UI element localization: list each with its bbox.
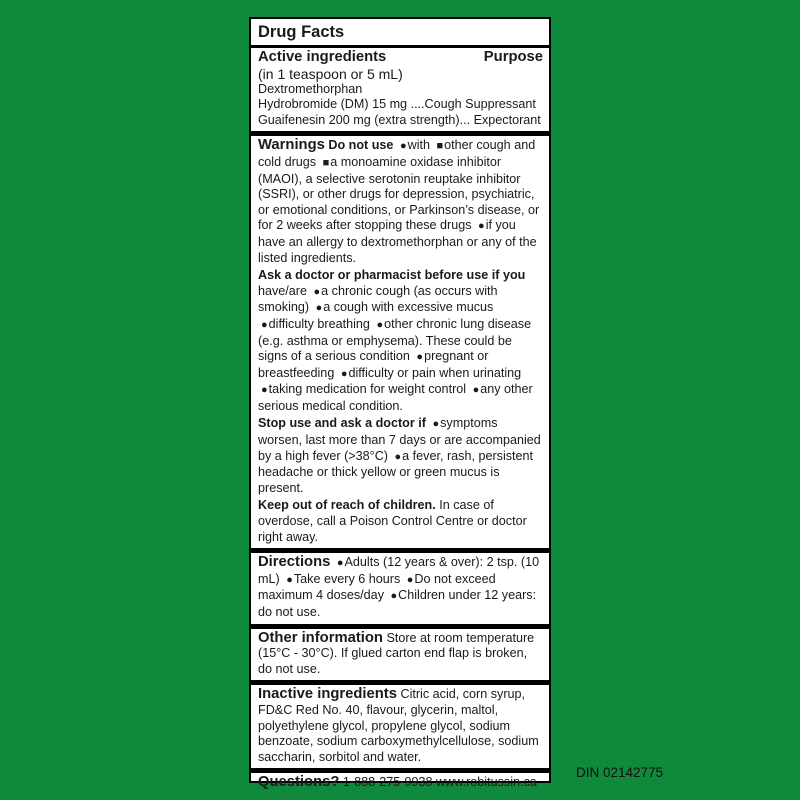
stop-item: symptoms worsen, last more than 7 days or are accompanied by a high fever (>38°C)	[258, 416, 541, 463]
ask-item: any other serious medical condition.	[258, 382, 533, 413]
warning-item: other cough and cold drugs	[258, 138, 536, 169]
bullet-icon: ●	[376, 318, 384, 331]
ask-item: pregnant or breastfeeding	[258, 349, 489, 380]
active-line-3: Guaifenesin 200 mg (extra strength)... Expectorant	[258, 112, 541, 127]
warning-item: a monoamine oxidase inhibitor (MAOI), a selective serotonin reuptake inhibitor (SSRI), or other drugs for depression, psychiatric, or emotional conditions, or Parkinson’s disease, or for 2 weeks after stopping these drugs	[258, 154, 540, 233]
warning-item: if you have an allergy to dextromethorphan or any of the listed ingredients.	[258, 218, 537, 265]
bullet-icon: ●	[286, 573, 293, 586]
square-bullet-icon: ■	[322, 156, 330, 169]
bullet-icon: ●	[394, 450, 402, 463]
bullet-icon: ●	[315, 302, 323, 315]
din-number: DIN 02142775	[576, 765, 664, 780]
bullet-icon: ●	[390, 590, 398, 603]
questions-section	[251, 773, 549, 794]
keep-out-heading: Keep out of reach of children.	[258, 498, 436, 513]
active-line-1: Dextromethorphan	[258, 81, 363, 96]
active-line-2: Hydrobromide (DM) 15 mg ....Cough Suppressant	[258, 97, 536, 112]
bullet-icon: ●	[406, 573, 414, 586]
warnings-section	[251, 136, 549, 553]
other-information-text: Store at room temperature (15°C - 30°C). If glued carton end flap is broken, do not use.	[258, 630, 535, 676]
bullet-icon: ●	[478, 220, 485, 233]
inactive-ingredients-section	[251, 685, 549, 773]
direction-item: Do not exceed maximum 4 doses/day	[258, 571, 496, 603]
inactive-ingredients-heading: Inactive ingredients	[258, 686, 397, 703]
bullet-icon: ●	[432, 418, 440, 431]
drug-facts-title: Drug Facts	[251, 19, 549, 48]
bullet-icon: ●	[336, 557, 344, 570]
bullet-icon: ●	[416, 351, 424, 364]
stop-use-heading: Stop use and ask a doctor if	[258, 416, 426, 431]
do-not-use-heading: Do not use	[328, 138, 394, 153]
keep-out-text: In case of overdose, call a Poison Control Centre or doctor right away.	[258, 498, 527, 544]
stop-use-paragraph	[258, 416, 543, 496]
questions-text: 1-888-275-9938 www.robitussin.ca	[342, 775, 537, 790]
ask-item: a chronic cough (as occurs with smoking)	[258, 283, 498, 315]
stop-item: a fever, rash, persistent headache or thick yellow or green mucus is present.	[258, 448, 534, 495]
direction-item: Adults (12 years & over): 2 tsp. (10 mL)	[258, 555, 540, 586]
ask-doctor-paragraph	[258, 268, 543, 414]
ask-item: difficulty breathing	[268, 316, 370, 331]
warning-item: with	[407, 138, 431, 153]
ask-item: taking medication for weight control	[268, 382, 467, 397]
bullet-icon: ●	[261, 318, 268, 331]
keep-out-paragraph	[258, 498, 543, 545]
ask-item: other chronic lung disease (e.g. asthma or emphysema). These could be signs of a serious condition	[258, 316, 532, 364]
directions-heading: Directions	[258, 554, 331, 571]
ask-intro: have/are	[258, 283, 308, 298]
purpose-heading: Purpose	[483, 49, 543, 65]
bullet-icon: ●	[472, 384, 480, 397]
inactive-ingredients-text: Citric acid, corn syrup, FD&C Red No. 40, flavour, glycerin, maltol, polyethylene glycol, propylene glycol, sodium benzoate, sodium carboxymethylcellulose, sodium saccharin, sorbitol and water.	[258, 687, 539, 764]
bullet-icon: ●	[313, 285, 321, 298]
square-bullet-icon: ■	[436, 140, 444, 153]
active-ingredients-heading: Active ingredients	[258, 49, 387, 65]
direction-item: Take every 6 hours	[293, 571, 401, 586]
bullet-icon: ●	[340, 367, 348, 380]
bullet-icon: ●	[399, 140, 407, 153]
drug-facts-label	[249, 17, 551, 791]
ask-doctor-heading: Ask a doctor or pharmacist before use if you	[258, 268, 526, 283]
ask-item: a cough with excessive mucus	[323, 300, 494, 315]
warnings-paragraph	[258, 138, 543, 266]
warnings-heading: Warnings	[258, 137, 325, 154]
directions-section	[251, 553, 549, 628]
active-amount: (in 1 teaspoon or 5 mL)	[258, 65, 403, 82]
bullet-icon: ●	[261, 384, 268, 397]
ask-item: difficulty or pain when urinating	[348, 365, 522, 380]
direction-item: Children under 12 years: do not use.	[258, 588, 537, 619]
other-information-section	[251, 629, 549, 686]
other-information-heading: Other information	[258, 629, 383, 646]
active-ingredients-section	[251, 48, 549, 136]
questions-heading: Questions?	[258, 774, 340, 791]
